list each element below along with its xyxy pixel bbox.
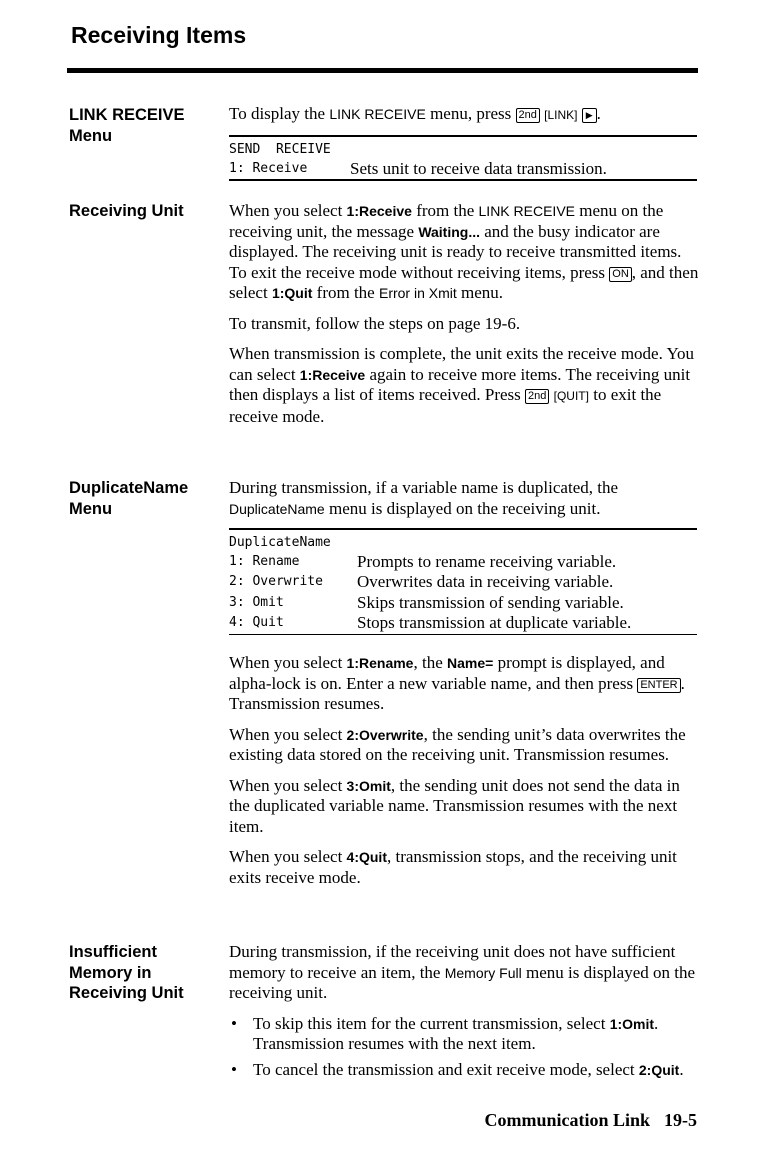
key-on: ON bbox=[609, 267, 632, 282]
second-function-quit: [QUIT] bbox=[553, 389, 589, 403]
receiving-unit-body bbox=[229, 201, 701, 437]
table-rule bbox=[229, 179, 697, 181]
key-2nd: 2nd bbox=[525, 389, 549, 404]
label-line: Memory in bbox=[69, 963, 152, 982]
duplicatename-body bbox=[229, 653, 701, 898]
menu-row bbox=[229, 572, 697, 593]
right-arrow-key-icon: ▶ bbox=[582, 108, 597, 123]
paragraph: To transmit, follow the steps on page 19-6. bbox=[229, 313, 521, 333]
duplicatename-menu-table bbox=[229, 528, 697, 635]
menu-description: Stops transmission at duplicate variable. bbox=[357, 613, 632, 632]
footer-page-number: 19-5 bbox=[664, 1110, 697, 1130]
menu-row bbox=[229, 552, 697, 573]
duplicatename-intro: During transmission, if a variable name is duplicated, the DuplicateName menu is displayed on the receiving unit. bbox=[229, 478, 619, 518]
label-line: LINK RECEIVE bbox=[69, 106, 185, 124]
bullet-list bbox=[229, 1014, 701, 1081]
text: . bbox=[596, 104, 601, 123]
key-enter: ENTER bbox=[637, 678, 680, 693]
menu-description: Sets unit to receive data transmission. bbox=[350, 158, 607, 178]
section-label-duplicatename bbox=[69, 478, 219, 519]
menu-header: DuplicateName bbox=[229, 534, 331, 550]
list-item: • To cancel the transmission and exit receive mode, select 2:Quit. bbox=[229, 1060, 701, 1081]
link-receive-intro bbox=[229, 104, 701, 126]
menu-row bbox=[229, 159, 697, 180]
insufficient-memory-body bbox=[229, 942, 701, 1085]
paragraph: When you select 2:Overwrite, the sending unit’s data overwrites the existing data stored on the receiving unit. Transmission resumes. bbox=[229, 724, 686, 764]
section-label-link-receive bbox=[69, 105, 219, 146]
menu-option: 2: Overwrite bbox=[229, 574, 323, 589]
key-2nd: 2nd bbox=[516, 108, 540, 123]
menu-description: Skips transmission of sending variable. bbox=[357, 592, 624, 612]
text: To display the bbox=[229, 104, 330, 123]
label-line: Insufficient bbox=[69, 943, 158, 961]
table-rule bbox=[229, 634, 697, 636]
menu-description: Overwrites data in receiving variable. bbox=[357, 572, 614, 591]
paragraph: When transmission is complete, the unit exits the receive mode. You can select 1:Receive again to receive more items. The receiving unit then displays a list of items received. Press 2nd [QUIT] to exit the receive mode. bbox=[229, 344, 695, 426]
second-function-link: [LINK] bbox=[544, 108, 578, 122]
paragraph: When you select 1:Rename, the Name= prompt is displayed, and alpha-lock is on. Enter a new variable name, and then press ENTER . Transmission resumes. bbox=[229, 653, 685, 713]
title-divider bbox=[67, 68, 698, 73]
section-label-receiving-unit: Receiving Unit bbox=[69, 202, 184, 220]
menu-name: LINK RECEIVE bbox=[329, 106, 426, 122]
menu-option: 3: Omit bbox=[229, 594, 284, 610]
menu-option: 4: Quit bbox=[229, 615, 284, 630]
menu-option: 1: Rename bbox=[229, 553, 300, 569]
menu-row bbox=[229, 593, 697, 614]
label-line: Menu bbox=[69, 499, 113, 518]
menu-row bbox=[229, 613, 697, 634]
list-item: • To skip this item for the current transmission, select 1:Omit. Transmission resumes with the next item. bbox=[229, 1014, 701, 1055]
paragraph: During transmission, if the receiving unit does not have sufficient memory to receive an item, the Memory Full menu is displayed on the receiving unit. bbox=[229, 942, 696, 1002]
paragraph: When you select 4:Quit, transmission stops, and the receiving unit exits receive mode. bbox=[229, 847, 677, 887]
label-line: Receiving Unit bbox=[69, 984, 184, 1002]
page-title: Receiving Items bbox=[71, 22, 247, 48]
paragraph: When you select 1:Receive from the LINK RECEIVE menu on the receiving unit, the message Waiting... and the busy indicator are displayed. The receiving unit is ready to receive transmitted items. To exit the receive mode without receiving items, press ON , and then select 1:Quit from the Error in Xmit menu. bbox=[229, 201, 699, 302]
text: menu, press bbox=[425, 104, 516, 123]
section-label-insufficient-memory bbox=[69, 942, 219, 1004]
menu-description: Prompts to rename receiving variable. bbox=[357, 551, 617, 571]
footer-section: Communication Link bbox=[484, 1110, 650, 1130]
label-line: Menu bbox=[69, 126, 113, 145]
menu-header: SEND RECEIVE bbox=[229, 141, 331, 157]
menu-option: 1: Receive bbox=[229, 160, 308, 176]
label-line: DuplicateName bbox=[69, 479, 189, 497]
link-receive-menu-table bbox=[229, 135, 697, 181]
page-footer bbox=[484, 1110, 697, 1131]
paragraph: When you select 3:Omit, the sending unit does not send the data in the duplicated variable name. Transmission resumes with the next item. bbox=[229, 775, 680, 836]
